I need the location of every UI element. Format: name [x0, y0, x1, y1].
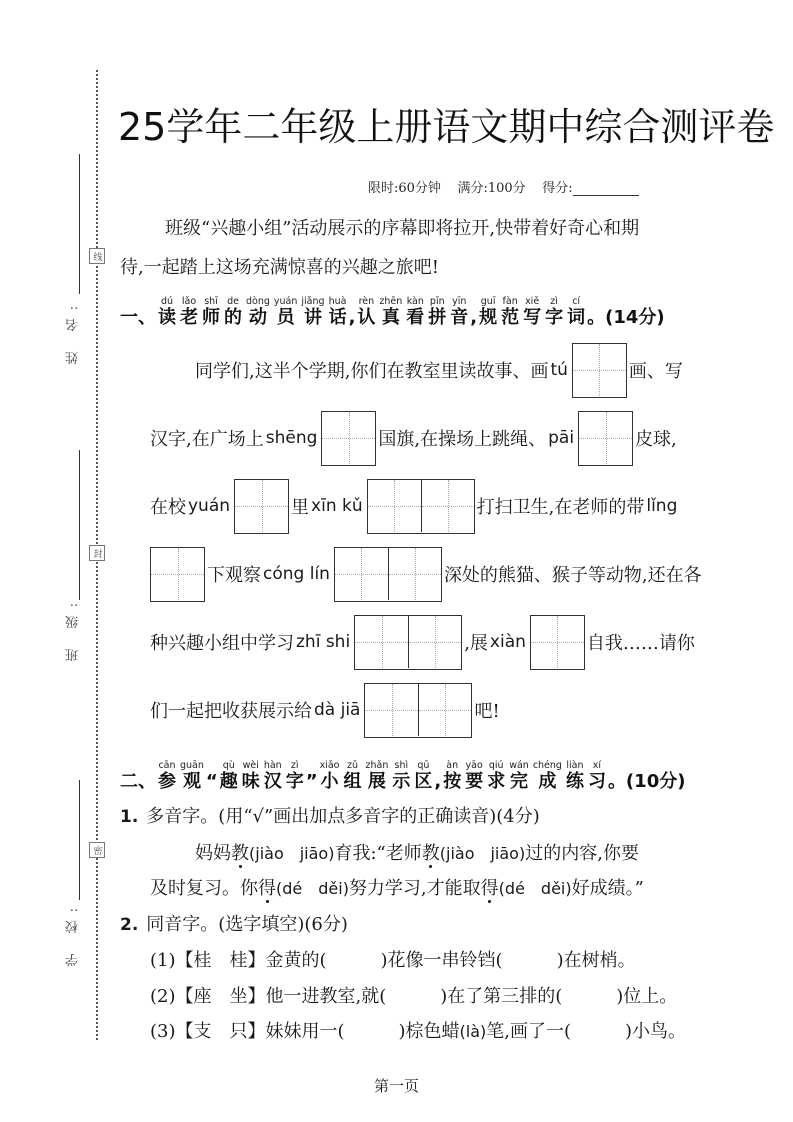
reading-options[interactable]: (dé děi)	[276, 879, 349, 898]
ruby-char: 区qū	[414, 760, 433, 792]
q1-line-1: 妈妈教(jiào jiāo)育我:“老师教(jiào jiāo)过的内容,你要	[195, 843, 639, 864]
ruby-char: 字zì	[285, 760, 304, 792]
ruby-char: 练liàn	[565, 760, 584, 792]
q2-item-3[interactable]: (3)【支 只】妹妹用一( )棕色蜡(là)笔,画了一( )小鸟。	[150, 1021, 687, 1042]
s1-line-5: 种兴趣小组中学习 zhī shi ,展 xiàn 自我……请你	[150, 614, 695, 670]
ruby-char: 按àn	[443, 760, 462, 792]
tianzige-answer-box[interactable]	[334, 547, 442, 602]
reading-options[interactable]: (jiào jiāo)	[249, 844, 335, 863]
ruby-char: 观guān	[180, 760, 204, 792]
ruby-char: 完wán	[509, 760, 529, 792]
s1-line-4: 下观察 cóng lín 深处的熊猫、猴子等动物,还在各	[150, 546, 702, 602]
tianzige-answer-box[interactable]	[530, 615, 585, 670]
ruby-char: 看kàn	[406, 296, 425, 328]
section-1-heading: 一、 读dú老lǎo师shī的de动dòng员yuán讲jiǎng话huà, 认rèn真zhēn看kàn拼pīn音yīn, 规guī范fàn写xiě字zì词cí。(14分)	[120, 296, 665, 328]
ruby-char: 读dú	[158, 296, 176, 328]
tianzige-answer-box[interactable]	[354, 615, 462, 670]
question-number: 1.	[120, 807, 139, 827]
name-field-line[interactable]	[79, 154, 80, 294]
intro-line-1: 班级“兴趣小组”活动展示的序幕即将拉开,快带着好奇心和期	[165, 218, 640, 239]
full-score: 满分:100分	[457, 181, 526, 196]
ruby-char: 真zhēn	[379, 296, 403, 328]
reading-options[interactable]: (dé děi)	[498, 879, 572, 898]
s1-line-3: 在校 yuán 里 xīn kǔ 打扫卫生,在老师的带 lǐng	[150, 478, 679, 534]
q2-item-2[interactable]: (2)【座 坐】他一进教室,就( )在了第三排的( )位上。	[150, 986, 678, 1007]
seal-mark: 封	[89, 545, 105, 561]
class-field-line[interactable]	[79, 450, 80, 600]
ruby-char: 组zǔ	[343, 760, 362, 792]
pinyin-prompt: xiàn	[489, 632, 526, 652]
pinyin-prompt: pāi	[548, 428, 575, 448]
ruby-char: 话huà	[328, 296, 347, 328]
ruby-char: 拼pīn	[428, 296, 447, 328]
pinyin-prompt: dà jiā	[314, 700, 361, 720]
tianzige-answer-box[interactable]	[367, 479, 475, 534]
ruby-char: ,	[434, 771, 442, 792]
ruby-char: 习xí	[587, 760, 606, 792]
ruby-char: 求qiú	[487, 760, 506, 792]
pinyin-prompt: cóng lín	[263, 564, 330, 584]
exam-meta	[368, 177, 639, 196]
class-label: 班 级:	[66, 595, 81, 662]
dotted-char: 教	[421, 843, 440, 864]
question-number: 2.	[120, 915, 139, 935]
pinyin-prompt: yuán	[188, 496, 231, 516]
ruby-char: 规guī	[479, 296, 498, 328]
ruby-char: 老lǎo	[180, 296, 198, 328]
q1-prompt: 1. 多音字。(用“√”画出加点多音字的正确读音)(4分)	[120, 806, 540, 827]
ruby-char: 参cān	[158, 760, 176, 792]
ruby-char: 的de	[224, 296, 242, 328]
s1-line-1: 同学们,这半个学期,你们在教室里读故事、画 tú 画、写	[195, 342, 683, 398]
ruby-char: 示shì	[392, 760, 411, 792]
page-number: 第一页	[373, 1077, 419, 1095]
tianzige-answer-box[interactable]	[364, 683, 472, 738]
dotted-char: 教	[231, 843, 249, 864]
ruby-char: 词cí	[567, 296, 586, 328]
name-label: 姓 名:	[66, 298, 81, 365]
time-limit: 限时:60分钟	[368, 181, 441, 196]
ruby-char: 汉hàn	[263, 760, 282, 792]
binding-margin	[0, 0, 120, 1122]
ruby-char: ,	[470, 307, 478, 328]
ruby-char: 趣qù	[219, 760, 238, 792]
tianzige-answer-box[interactable]	[572, 343, 627, 398]
pinyin-prompt: xīn kǔ	[311, 496, 363, 516]
ruby-char: 动dòng	[246, 296, 270, 328]
ruby-char: 写xiě	[523, 296, 542, 328]
school-field-line[interactable]	[79, 780, 80, 900]
ruby-char: 味wèi	[241, 760, 260, 792]
s1-line-6: 们一起把收获展示给 dà jiā 吧!	[150, 682, 500, 738]
ruby-char: 讲jiǎng	[301, 296, 325, 328]
ruby-char: 字zì	[545, 296, 564, 328]
char-options: 桂 桂	[193, 950, 248, 971]
section-2-heading: 二、 参cān观guān“ 趣qù味wèi汉hàn字zì” 小xiǎo组zǔ展zhǎn示shì区qū, 按àn要yāo求qiú完wán成chéng练liàn习xí。(10分)	[120, 760, 686, 792]
dotted-char: 得	[480, 878, 499, 899]
seal-mark: 密	[89, 842, 105, 858]
ruby-char: “	[205, 771, 218, 792]
score-blank[interactable]	[573, 184, 639, 196]
tianzige-answer-box[interactable]	[578, 411, 633, 466]
ruby-char: 员yuán	[273, 296, 298, 328]
ruby-char: 师shī	[202, 296, 220, 328]
ruby-char: 成chéng	[532, 760, 562, 792]
school-label: 学 校:	[66, 900, 81, 967]
tianzige-answer-box[interactable]	[321, 411, 376, 466]
ruby-char: ”	[305, 771, 318, 792]
reading-options[interactable]: (jiào jiāo)	[439, 844, 526, 863]
ruby-char: ,	[348, 307, 356, 328]
ruby-char: 要yāo	[465, 760, 484, 792]
q1-line-2: 及时复习。你得(dé děi)努力学习,才能取得(dé děi)好成绩。”	[150, 878, 644, 899]
tianzige-answer-box[interactable]	[234, 479, 289, 534]
ruby-char: 展zhǎn	[365, 760, 389, 792]
page-title: 25学年二年级上册语文期中综合测评卷	[118, 105, 775, 149]
pinyin-prompt: shēng	[265, 428, 318, 448]
ruby-char: 音yīn	[450, 296, 469, 328]
char-options: 座 坐	[193, 986, 248, 1007]
pinyin-prompt: zhī shi	[296, 632, 351, 652]
seal-mark: 线	[89, 248, 105, 264]
ruby-char: 小xiǎo	[319, 760, 340, 792]
pinyin-prompt: lǐng	[646, 496, 678, 516]
tianzige-answer-box[interactable]	[150, 547, 205, 602]
q2-prompt: 2. 同音字。(选字填空)(6分)	[120, 914, 348, 935]
score-label: 得分:	[542, 181, 573, 196]
ruby-char: 范fàn	[501, 296, 520, 328]
intro-line-2: 待,一起踏上这场充满惊喜的兴趣之旅吧!	[120, 257, 439, 278]
dotted-char: 得	[258, 878, 276, 899]
ruby-char: 认rèn	[357, 296, 376, 328]
q2-item-1[interactable]: (1)【桂 桂】金黄的( )花像一串铃铛( )在树梢。	[150, 950, 636, 971]
char-options: 支 只	[193, 1021, 248, 1042]
s1-line-2: 汉字,在广场上 shēng 国旗,在操场上跳绳、 pāi 皮球,	[150, 410, 677, 466]
pinyin-prompt: tú	[550, 360, 568, 380]
